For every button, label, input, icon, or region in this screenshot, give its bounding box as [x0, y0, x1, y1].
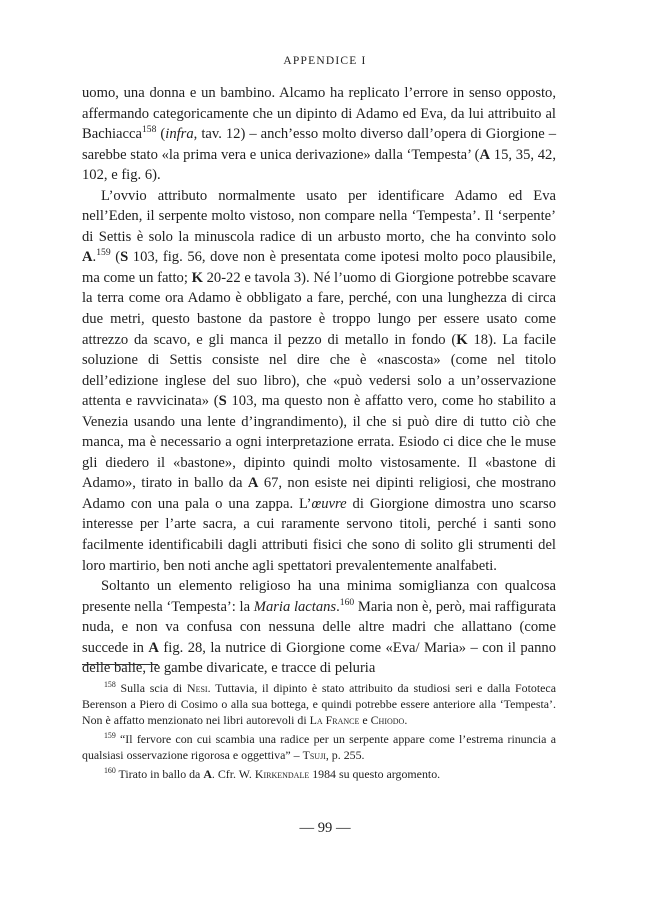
text-run: 103, fig. 56, dove non è presentata come ipotesi molto poco plausibile, ma come un fatto;	[82, 249, 556, 286]
text-run: 103, ma questo non è affatto vero, come ho stabilito a Venezia usando una lente d’ingrandimento), il che si può dire di tutto ciò che manca, ma è necessario a ogni interpretazione errata. Esiodo ci dice che le muse gli diedero il «bastone», dipinto quindi molto vistosamente. Il «bastone di Adamo», tirato in ballo da	[82, 393, 556, 492]
text-run: 67, non esiste nei dipinti religiosi, che mostrano Adamo con una pala o una zappa. L’	[82, 475, 556, 512]
author-name: Nesi	[187, 681, 208, 695]
text-run: di Giorgione dimostra uno scarso interesse per l’arte sacra, a cui raramente servono titoli, perché i santi sono facilmente identificabili dagli attributi fisici che sono di solito gli strumenti del loro martirio, ben noti anche agli spettatori prevalentemente analfabeti.	[82, 495, 556, 574]
main-text	[82, 83, 556, 679]
paragraph-1	[82, 83, 556, 186]
footnote-separator	[82, 664, 158, 665]
footnote-number: 160	[104, 765, 116, 775]
italic-run: Maria lactans	[253, 598, 337, 615]
text-run: .	[404, 712, 408, 727]
text-run: . Cfr. W.	[211, 766, 255, 781]
bold-abbrev: K	[191, 269, 203, 286]
bold-abbrev: S	[218, 393, 227, 410]
italic-run: infra	[165, 126, 194, 143]
text-run: (	[156, 126, 166, 143]
text-run: 15, 35, 42, 102, e fig. 6).	[82, 146, 557, 184]
footnotes	[82, 681, 556, 785]
text-run: Soltanto un elemento religioso ha una minima somiglianza con qualcosa presente nella ‘Tempesta’: la	[82, 578, 556, 615]
author-name: La France	[309, 712, 360, 727]
bold-abbrev: A	[247, 475, 259, 492]
text-run: 18). La facile soluzione di Settis consiste nel dire che è «nascosta» (come nel titolo dell’edizione inglese del suo libro), che «può vedersi solo a un’osservazione attenta e ravvicinata» (	[82, 331, 556, 410]
text-run: . Tuttavia, il dipinto è stato attribuito da studiosi seri e dalla Fototeca Berenson a Piero di Cosimo o alla sua bottega, e quindi potrebbe essere anteriore alla ‘Tempesta’. Non è affatto menzionato nei libri autorevoli di	[82, 681, 556, 727]
page-number: — 99 —	[299, 820, 351, 836]
text-run: 20-22 e tavola 3). Né l’uomo di Giorgione potrebbe scavare la terra come ora Adamo è obbligato a fare, perché, con una lunghezza di circa due metri, questo bastone da pastore è troppo lungo per essere usato come attrezzo da scavo, e gli manca il pezzo di metallo in fondo (	[82, 269, 556, 348]
text-run: uomo, una donna e un bambino. Alcamo ha replicato l’errore in senso opposto, affermando categoricamente che un dipinto di Adamo ed Eva, da lui attribuito al Bachiacca	[82, 85, 556, 143]
bold-abbrev: A	[148, 639, 159, 656]
text-run: , tav. 12) – anch’esso molto diverso dall’opera di Giorgione – sarebbe stato «la prima vera e unica derivazione» dalla ‘Tempesta’ (	[82, 126, 556, 163]
footnote-ref-159[interactable]: 159	[96, 247, 111, 259]
text-run: fig. 28, la nutrice di Giorgione come «Eva/ Maria» – con il panno delle balie, le gambe divaricate, e tracce di peluria	[82, 639, 556, 677]
author-name: Tsuji	[302, 747, 326, 762]
author-name: Chiodo	[370, 712, 405, 727]
text-run: e	[359, 712, 371, 727]
footnote-ref-158[interactable]: 158	[141, 124, 157, 136]
footnote-number: 159	[104, 730, 116, 740]
running-header: APPENDICE I	[283, 55, 367, 67]
bold-abbrev: A	[82, 249, 93, 266]
author-name: Kirkendale	[254, 766, 310, 781]
text-run: L’ovvio attributo normalmente usato per identificare Adamo ed Eva nell’Eden, il serpente molto vistoso, non compare nella ‘Tempesta’. Il ‘serpente’ di Settis è solo la minuscola radice di un arbusto morto, che ha convinto solo	[82, 187, 556, 245]
footnote-159	[82, 732, 556, 764]
bold-abbrev: A	[203, 766, 212, 781]
text-run: , p. 255.	[325, 747, 365, 762]
footnote-158	[82, 681, 556, 729]
text-run: .	[92, 249, 97, 266]
text-run: Maria non è, però, mai raffigurata nuda, e non va confusa con nessuna delle altre madri che allattano (come succede in	[82, 598, 557, 656]
paragraph-2	[82, 186, 556, 576]
footnote-number: 158	[104, 680, 116, 690]
text-run: “Il fervore con cui scambia una radice per un serpente appare come l’estrema rinuncia a qualsiasi osservazione rigorosa e oggettiva” –	[82, 731, 556, 762]
text-run: Sulla scia di	[120, 681, 187, 695]
bold-abbrev: K	[456, 331, 468, 348]
italic-run: œuvre	[311, 495, 347, 512]
text-run: 1984 su questo argomento.	[309, 766, 441, 781]
text-run: .	[336, 598, 340, 615]
text-run: Tirato in ballo da	[118, 766, 204, 781]
bold-abbrev: A	[479, 146, 491, 163]
text-run: (	[110, 249, 121, 266]
footnote-160	[82, 767, 556, 783]
footnote-ref-160[interactable]: 160	[339, 596, 355, 608]
bold-abbrev: S	[120, 249, 129, 266]
